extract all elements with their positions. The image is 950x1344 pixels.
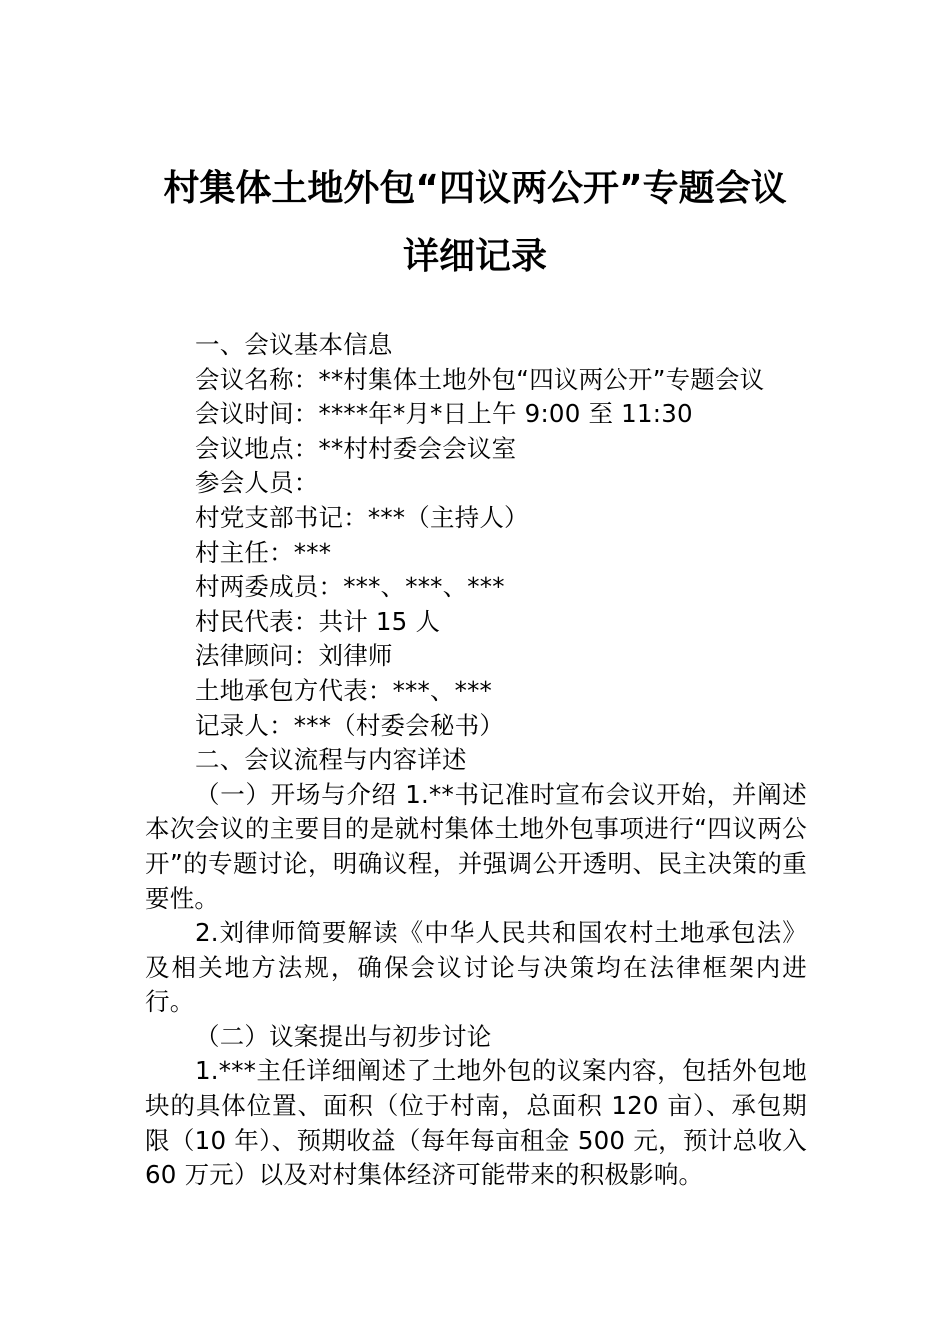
- meeting-name: 会议名称：**村集体土地外包“四议两公开”专题会议: [195, 364, 765, 394]
- meeting-place: 会议地点：**村村委会会议室: [195, 433, 517, 463]
- document-body: [145, 328, 807, 1193]
- document-title-line-2: 详细记录: [402, 236, 547, 277]
- attendee-contractors: 土地承包方代表：***、***: [195, 675, 492, 705]
- part-2-paragraph-1: 1.***主任详细阐述了土地外包的议案内容，包括外包地块的具体位置、面积（位于村南，总面积 120 亩）、承包期限（10 年）、预期收益（每年每亩租金 500 元，预计总收入 60 万元）以及对村集体经济可能带来的积极影响。: [145, 1056, 807, 1190]
- document-title-line-1: 村集体土地外包“四议两公开”专题会议: [163, 168, 787, 209]
- part-1-paragraph-1: （一）开场与介绍 1.**书记准时宣布会议开始，并阐述本次会议的主要目的是就村集体土地外包事项进行“四议两公开”的专题讨论，明确议程，并强调公开透明、民主决策的重要性。: [145, 779, 807, 913]
- section-1-heading: 一、会议基本信息: [195, 330, 393, 359]
- meeting-time: 会议时间：****年*月*日上午 9:00 至 11:30: [195, 399, 693, 429]
- part-2-heading: （二）议案提出与初步讨论: [195, 1021, 492, 1051]
- attendee-secretary: 村党支部书记：***（主持人）: [195, 502, 529, 532]
- part-1-paragraph-2: 2.刘律师简要解读《中华人民共和国农村土地承包法》及相关地方法规，确保会议讨论与决策均在法律框架内进行。: [145, 918, 807, 1017]
- section-2-heading: 二、会议流程与内容详述: [195, 745, 467, 775]
- attendees-label: 参会人员：: [195, 468, 319, 498]
- attendee-committee: 村两委成员：***、***、***: [195, 572, 505, 602]
- attendee-recorder: 记录人：***（村委会秘书）: [195, 710, 505, 740]
- attendee-villagers: 村民代表：共计 15 人: [195, 606, 441, 636]
- attendee-director: 村主任：***: [195, 537, 332, 567]
- attendee-lawyer: 法律顾问：刘律师: [195, 641, 393, 671]
